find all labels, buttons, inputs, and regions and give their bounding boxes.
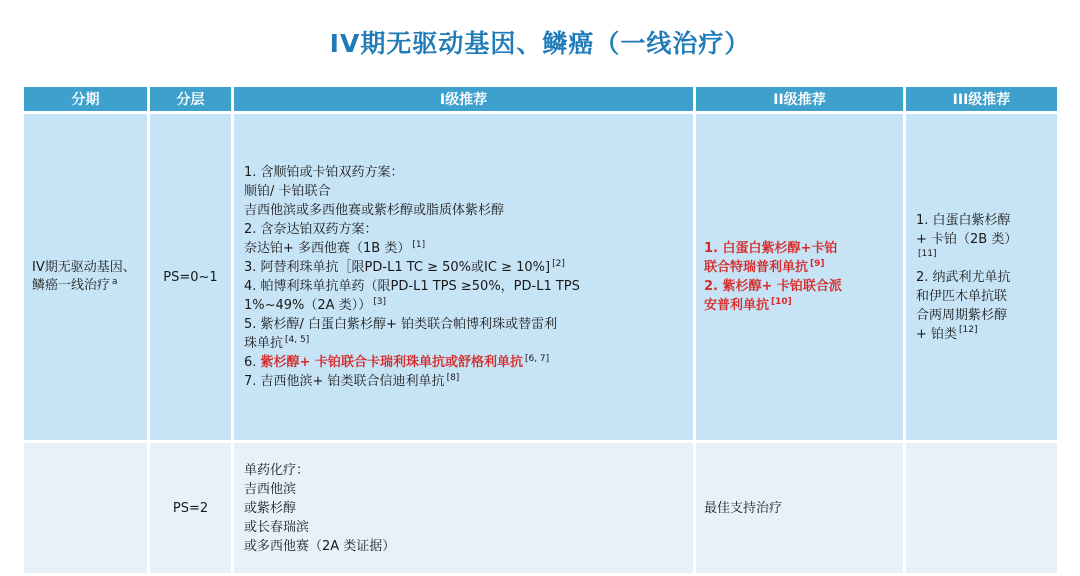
list-item: 和伊匹木单抗联 xyxy=(916,288,1008,304)
list-item: 或多西他赛（2A 类证据） xyxy=(244,538,396,554)
stage-text: IV期无驱动基因、鳞癌一线治疗 xyxy=(32,260,136,293)
list-item: 7. 吉西他滨+ 铂类联合信迪利单抗 [8] xyxy=(244,372,460,389)
list-item: 1. 白蛋白紫杉醇 xyxy=(916,212,1011,228)
list-item: 1. 白蛋白紫杉醇+卡铂 xyxy=(704,241,838,256)
header-level3: III级推荐 xyxy=(905,86,1059,113)
level3-cell xyxy=(905,113,1059,442)
stage-footnote: a xyxy=(112,276,118,287)
treatment-table xyxy=(21,84,1060,576)
list-item: [11] xyxy=(918,249,937,260)
list-item: 联合特瑞普利单抗 [9] xyxy=(704,258,825,275)
header-level2: II级推荐 xyxy=(695,86,905,113)
header-stage: 分期 xyxy=(23,86,149,113)
list-item: 吉西他滨 xyxy=(244,481,297,497)
list-item: 珠单抗 [4, 5] xyxy=(244,334,310,351)
list-item: 1. 含顺铂或卡铂双药方案： xyxy=(244,165,404,180)
list-item: 顺铂/ 卡铂联合 xyxy=(244,184,331,199)
list-item: + 铂类 [12] xyxy=(916,325,978,342)
list-item: 4. 帕博利珠单抗单药（限PD-L1 TPS ≥50%，PD-L1 TPS xyxy=(244,279,580,294)
list-item: 或紫杉醇 xyxy=(244,500,297,516)
highlight-text: 紫杉醇+ 卡铂联合卡瑞利珠单抗或舒格利单抗 xyxy=(260,355,523,370)
list-item: 6. 紫杉醇+ 卡铂联合卡瑞利珠单抗或舒格利单抗 [6, 7] xyxy=(244,353,550,370)
table-row xyxy=(23,113,1059,442)
list-item: 5. 紫杉醇/ 白蛋白紫杉醇+ 铂类联合帕博利珠或替雷利 xyxy=(244,317,558,332)
header-row xyxy=(23,86,1059,113)
list-item: 2. 纳武利尤单抗 xyxy=(916,269,1011,285)
list-item: 合两周期紫杉醇 xyxy=(916,307,1008,323)
list-item: 2. 紫杉醇+ 卡铂联合派 xyxy=(704,279,842,294)
list-item: 吉西他滨或多西他赛或紫杉醇或脂质体紫杉醇 xyxy=(244,203,505,218)
level1-cell xyxy=(233,113,695,442)
level2-cell xyxy=(695,113,905,442)
level3-cell xyxy=(905,442,1059,575)
layer-cell: PS=2 xyxy=(149,442,233,575)
list-item: 2. 含奈达铂双药方案： xyxy=(244,222,378,237)
list-item: 单药化疗： xyxy=(244,462,310,478)
stage-cell xyxy=(23,442,149,575)
level2-cell: 最佳支持治疗 xyxy=(695,442,905,575)
page-title: IV期无驱动基因、鳞癌（一线治疗） xyxy=(329,29,751,58)
list-item: 或长春瑞滨 xyxy=(244,519,310,535)
level1-cell xyxy=(233,442,695,575)
list-item: 3. 阿替利珠单抗［限PD-L1 TC ≥ 50%或IC ≥ 10%] [2] xyxy=(244,258,565,275)
stage-cell xyxy=(23,113,149,442)
list-item: 奈达铂+ 多西他赛（1B 类） [1] xyxy=(244,239,426,256)
list-item: 安普利单抗 [10] xyxy=(704,296,792,313)
list-item: + 卡铂（2B 类） xyxy=(916,231,1018,247)
table-row xyxy=(23,442,1059,575)
header-layer: 分层 xyxy=(149,86,233,113)
layer-cell: PS=0~1 xyxy=(149,113,233,442)
header-level1: I级推荐 xyxy=(233,86,695,113)
list-item: 1%~49%（2A 类）） [3] xyxy=(244,296,386,313)
